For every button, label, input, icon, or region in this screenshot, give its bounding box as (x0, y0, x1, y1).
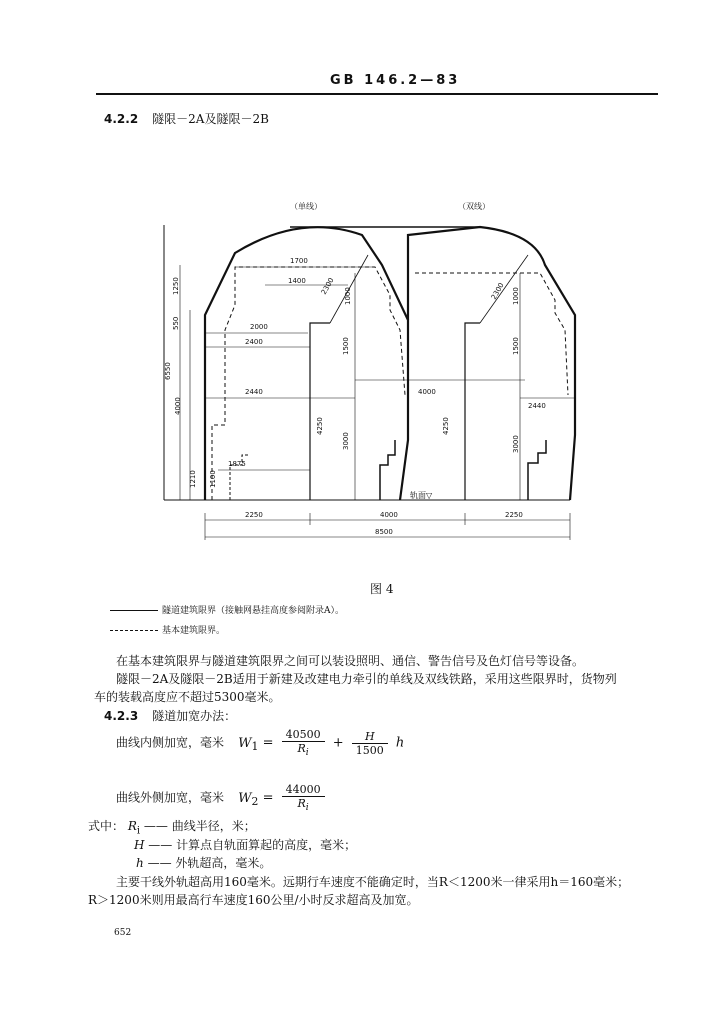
double-track-tunnel-outline (408, 227, 575, 500)
dim-2300a: 2300 (319, 276, 336, 296)
dim-1875: 1875 (228, 460, 246, 468)
definition-r (88, 817, 256, 836)
formula2-frac1 (282, 783, 325, 813)
label-double-track: （双线） (458, 202, 490, 211)
paragraph-1: 在基本建筑限界与隧道建筑限界之间可以装设照明、通信、警告信号及色灯信号等设备。 (116, 654, 585, 668)
dim-3000a: 3000 (342, 432, 350, 450)
def-hh-symbol: h (136, 856, 144, 870)
double-right-step (528, 440, 546, 500)
dim-1700: 1700 (290, 257, 308, 265)
label-rail-top: 轨面▽ (410, 491, 433, 500)
single-right-step (380, 440, 395, 500)
definition-h-upper (134, 836, 356, 853)
formula1-lhs-sub: 1 (251, 740, 259, 754)
dim-8500: 8500 (375, 528, 393, 536)
formula1-frac1 (282, 728, 325, 758)
def-r-symbol: R (127, 819, 137, 833)
dim-2440a: 2440 (245, 388, 263, 396)
dim-4000v: 4000 (174, 397, 182, 415)
dim-2000: 2000 (250, 323, 268, 331)
header-rule (96, 93, 658, 95)
legend-dashed (110, 623, 225, 636)
legend-dashed-text: 基本建筑限界。 (162, 626, 226, 636)
section-title: 隧道加宽办法： (152, 709, 237, 723)
legend-dashed-line (110, 630, 158, 631)
dim-1250: 1250 (172, 277, 180, 295)
label-single-track: （单线） (290, 202, 322, 211)
dim-2400: 2400 (245, 338, 263, 346)
figure-caption: 图 4 (370, 582, 394, 596)
formula2-den1: $R_i$ (297, 797, 309, 814)
formula1-label: 曲线内侧加宽，毫米 (116, 735, 225, 750)
dim-2300b: 2300 (489, 281, 506, 301)
formula1-num1: 40500 (282, 728, 325, 742)
legend-solid-text: 隧道建筑限界（接触网悬挂高度参阅附录A）。 (162, 606, 345, 616)
definitions-intro: 式中： (88, 819, 125, 833)
legend-solid (110, 603, 344, 616)
dim-2440b: 2440 (528, 402, 546, 410)
double-center-column (465, 323, 480, 500)
section-4-2-3 (104, 707, 236, 724)
dim-2250b: 2250 (505, 511, 523, 519)
section-number: 4.2.3 (104, 709, 139, 723)
formula2-lhs: W (238, 790, 252, 806)
page-header: GB 146.2—83 (330, 73, 461, 88)
def-h-text: —— 计算点自轨面算起的高度，毫米； (148, 838, 357, 852)
paragraph-2b: 车的装载高度应不超过5300毫米。 (94, 690, 281, 704)
dim-2250a: 2250 (245, 511, 263, 519)
dim-1100: 1100 (209, 470, 217, 488)
formula1-num2: H (352, 730, 388, 744)
def-hh-text: —— 外轨超高，毫米。 (147, 856, 272, 870)
dim-1210: 1210 (189, 470, 197, 488)
tunnel-clearance-diagram (150, 195, 590, 555)
dim-1500a: 1500 (342, 337, 350, 355)
def-r-text: —— 曲线半径，米； (143, 819, 256, 833)
final-paragraph-line1: 主要干线外轨超高用160毫米。远期行车速度不能确定时，当R＜1200米一律采用h＝160毫米； (116, 875, 630, 889)
double-basic-clearance-dashed (415, 273, 568, 395)
formula1-den1: $R_i$ (297, 742, 309, 759)
dim-1400: 1400 (288, 277, 306, 285)
single-center-column (310, 323, 330, 500)
dim-1000b: 1000 (512, 287, 520, 305)
formula-outer-widening: 曲线外侧加宽，毫米 $W_2$ = $\frac{44000}{R_i}$ (116, 783, 329, 813)
def-h-symbol: H (134, 838, 145, 852)
dim-4000b: 4000 (380, 511, 398, 519)
formula1-tail: h (395, 735, 405, 751)
dim-4250b: 4250 (442, 417, 450, 435)
formula-inner-widening: 曲线内侧加宽，毫米 $W_1$ = $\frac{40500}{R_i}$ + $\frac{H}{1500}$ h (116, 728, 405, 759)
page-number: 652 (114, 928, 132, 938)
dim-1000a: 1000 (344, 287, 352, 305)
dim-4250a: 4250 (316, 417, 324, 435)
definition-h-lower (136, 854, 271, 871)
dim-4000h: 4000 (418, 388, 436, 396)
formula1-lhs: W (238, 735, 252, 751)
formula2-lhs-sub: 2 (251, 795, 259, 809)
section-number: 4.2.2 (104, 112, 139, 126)
double-radius-line (480, 255, 528, 323)
def-r-sub: i (136, 825, 141, 837)
formula2-label: 曲线外侧加宽，毫米 (116, 790, 225, 805)
formula1-den2: 1500 (355, 743, 384, 757)
section-title: 隧限－2A及隧限－2B (152, 112, 269, 126)
dim-1500b: 1500 (512, 337, 520, 355)
dim-3000b: 3000 (512, 435, 520, 453)
paragraph-2a: 隧限－2A及隧限－2B适用于新建及改建电力牵引的单线及双线铁路，采用这些限界时，货物列 (116, 672, 617, 686)
dim-6550: 6550 (164, 362, 172, 380)
dim-550: 550 (172, 316, 180, 330)
section-4-2-2 (104, 110, 269, 127)
formula2-num1: 44000 (282, 783, 325, 797)
legend-solid-line (110, 610, 158, 611)
final-paragraph-line2: R＞1200米则用最高行车速度160公里/小时反求超高及加宽。 (88, 893, 419, 907)
formula1-frac2 (352, 730, 388, 757)
